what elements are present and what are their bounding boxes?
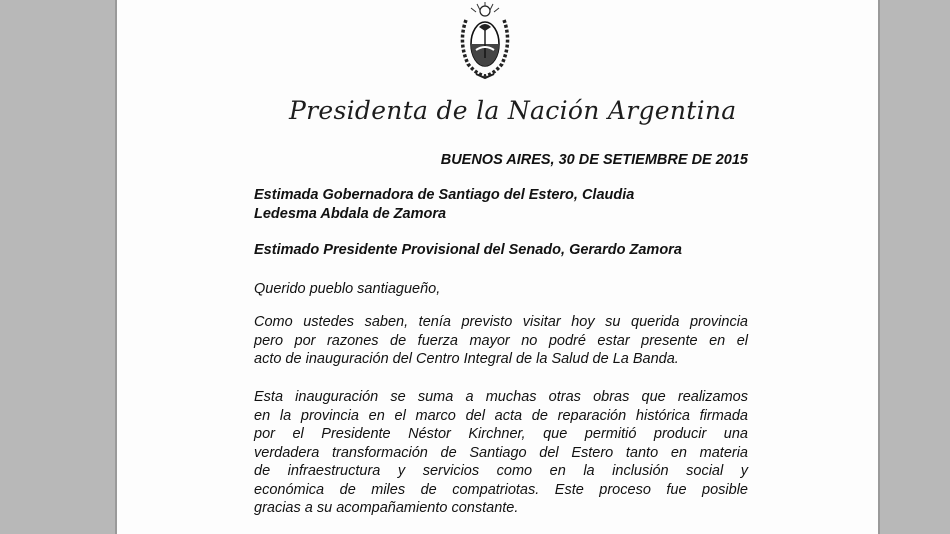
paragraph-line: económica de miles de compatriotas. Este proceso fue posible	[254, 481, 748, 498]
paragraph-line: acto de inauguración del Centro Integral de la Salud de La Banda.	[254, 351, 679, 367]
greeting: Querido pueblo santiagueño,	[254, 281, 441, 297]
paragraph-line: pero por razones de fuerza mayor no podré estar presente en el	[254, 332, 748, 349]
paragraph-line: por el Presidente Néstor Kirchner, que permitió producir una	[254, 426, 748, 442]
salutation-senate-president: Estimado Presidente Provisional del Senado, Gerardo Zamora	[254, 242, 682, 258]
paragraph-1	[254, 313, 748, 369]
argentine-coat-of-arms-icon	[456, 0, 514, 80]
salutation-governor-line: Estimada Gobernadora de Santiago del Estero, Claudia	[254, 187, 635, 203]
paragraph-2	[254, 388, 748, 518]
background-right	[880, 0, 950, 534]
paragraph-line: de infraestructura y servicios como en la inclusión social y	[254, 463, 748, 479]
paragraph-line: Como ustedes saben, tenía previsto visitar hoy su querida provincia	[254, 314, 748, 330]
paragraph-line: verdadera transformación de Santiago del Estero tanto en materia	[254, 444, 748, 461]
letterhead-title: Presidenta de la Nación Argentina	[289, 96, 737, 125]
letter-date: BUENOS AIRES, 30 DE SETIEMBRE DE 2015	[440, 152, 748, 168]
salutation-governor	[254, 186, 748, 223]
background-left	[0, 0, 115, 534]
paragraph-line: gracias a su acompañamiento constante.	[254, 500, 519, 516]
salutation-governor-line: Ledesma Abdala de Zamora	[254, 205, 447, 222]
paragraph-line: en la provincia en el marco del acta de reparación histórica firmada	[254, 407, 748, 424]
paragraph-line: Esta inauguración se suma a muchas otras obras que realizamos	[254, 389, 748, 405]
